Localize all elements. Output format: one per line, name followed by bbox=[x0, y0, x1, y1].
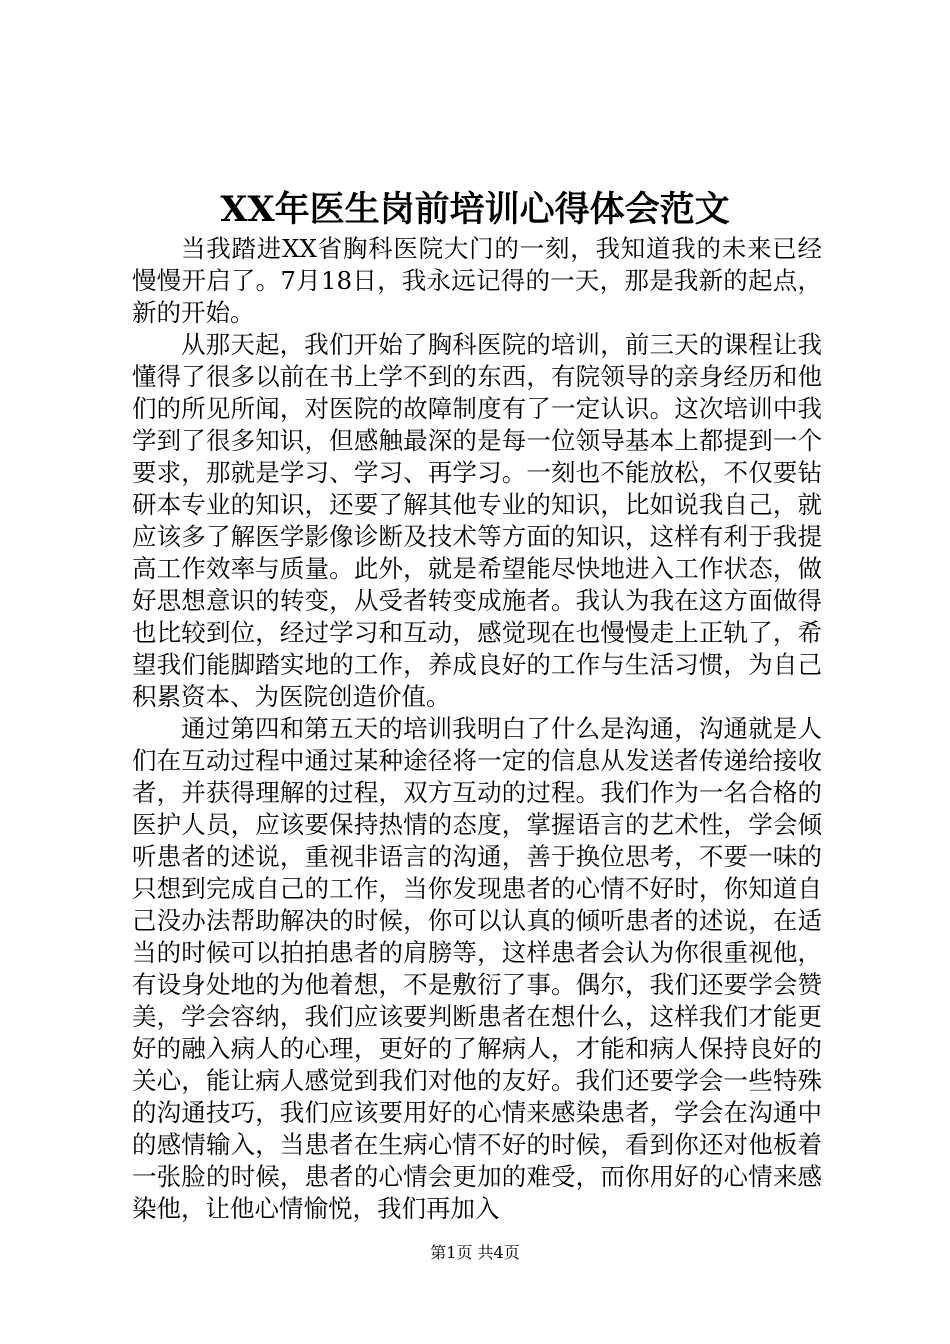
paragraph-1: 当我踏进XX省胸科医院大门的一刻，我知道我的未来已经慢慢开启了。7月18日，我永远记得的一天，那是我新的起点，新的开始。 bbox=[132, 234, 822, 327]
paragraph-2: 从那天起，我们开始了胸科医院的培训，前三天的课程让我懂得了很多以前在书上学不到的东西，有院领导的亲身经历和他们的所见所闻，对医院的故障制度有了一定认识。这次培训中我学到了很多知识，但感触最深的是每一位领导基本上都提到一个要求，那就是学习、学习、再学习。一刻也不能放松，不仅要钻研本专业的知识，还要了解其他专业的知识，比如说我自己，就应该多了解医学影像诊断及技术等方面的知识，这样有利于我提高工作效率与质量。此外，就是希望能尽快地进入工作状态，做好思想意识的转变，从受者转变成施者。我认为我在这方面做得也比较到位，经过学习和互动，感觉现在也慢慢走上正轨了，希望我们能脚踏实地的工作，养成良好的工作与生活习惯，为自己积累资本、为医院创造价值。 bbox=[132, 330, 822, 711]
document-body bbox=[132, 233, 822, 1225]
document-title: XX年医生岗前培训心得体会范文 bbox=[220, 189, 730, 230]
paragraph-3: 通过第四和第五天的培训我明白了什么是沟通，沟通就是人们在互动过程中通过某种途径将一定的信息从发送者传递给接收者，并获得理解的过程，双方互动的过程。我们作为一名合格的医护人员，应该要保持热情的态度，掌握语言的艺术性，学会倾听患者的述说，重视非语言的沟通，善于换位思考，不要一味的只想到完成自己的工作，当你发现患者的心情不好时，你知道自己没办法帮助解决的时候，你可以认真的倾听患者的述说，在适当的时候可以拍拍患者的肩膀等，这样患者会认为你很重视他，有设身处地的为他着想，不是敷衍了事。偶尔，我们还要学会赞美，学会容纳，我们应该要判断患者在想什么，这样我们才能更好的融入病人的心理，更好的了解病人，才能和病人保持良好的关心，能让病人感觉到我们对他的友好。我们还要学会一些特殊的沟通技巧，我们应该要用好的心情来感染患者，学会在沟通中的感情输入，当患者在生病心情不好的时候，看到你还对他板着一张脸的时候，患者的心情会更加的难受，而你用好的心情来感染他，让他心情愉悦，我们再加入 bbox=[132, 714, 822, 1223]
page-footer: 第1页 共4页 bbox=[430, 1243, 520, 1262]
